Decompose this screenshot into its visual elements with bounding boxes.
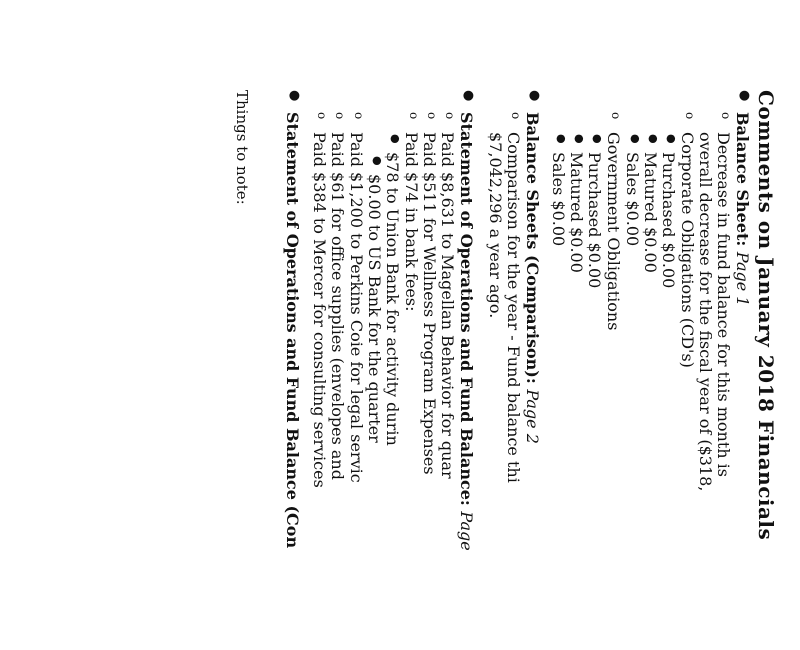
small-bullet-icon: ● <box>647 134 660 144</box>
gov-purchased: Purchased $0.00 <box>585 152 604 289</box>
small-bullet-icon: ● <box>555 134 568 144</box>
paid-office-supplies: Paid $61 for office supplies (envelopes and <box>328 132 347 480</box>
small-bullet-icon: ● <box>371 156 384 166</box>
operations-heading: Statement of Operations and Fund Balance: Page <box>457 112 476 551</box>
gov-sales: Sales $0.00 <box>549 152 568 247</box>
hollow-bullet-icon: o <box>352 112 366 120</box>
decrease-text-cont: overall decrease for the fiscal year of ($318, <box>696 132 715 492</box>
bullet-icon: ● <box>737 90 752 102</box>
corp-matured: Matured $0.00 <box>641 152 660 273</box>
corp-sales: Sales $0.00 <box>623 152 642 247</box>
corporate-obligations: Corporate Obligations (CD's) <box>678 132 697 368</box>
hollow-bullet-icon: o <box>683 112 697 120</box>
hollow-bullet-icon: o <box>315 112 329 120</box>
page-ref: Page 1 <box>733 251 752 307</box>
small-bullet-icon: ● <box>629 134 642 144</box>
bullet-icon: ● <box>527 90 542 102</box>
gov-matured: Matured $0.00 <box>567 152 586 273</box>
comparison-text: Comparison for the year - Fund balance thi <box>504 132 523 483</box>
page-ref: Page 2 <box>523 389 542 444</box>
bullet-icon: ● <box>287 90 302 102</box>
government-obligations: Government Obligations <box>604 132 623 331</box>
hollow-bullet-icon: o <box>333 112 347 120</box>
decrease-text: Decrease in fund balance for this month is <box>714 132 733 477</box>
balance-sheet-heading: Balance Sheet: Page 1 <box>733 112 752 307</box>
hollow-bullet-icon: o <box>407 112 421 120</box>
us-bank-fee: $0.00 to US Bank for the quarter <box>365 174 384 443</box>
small-bullet-icon: ● <box>591 134 604 144</box>
paid-bank-fees: Paid $74 in bank fees: <box>402 132 421 312</box>
hollow-bullet-icon: o <box>609 112 623 120</box>
page-ref: Page <box>457 511 476 551</box>
hollow-bullet-icon: o <box>443 112 457 120</box>
document-title: Comments on January 2018 Financials <box>754 90 778 541</box>
hollow-bullet-icon: o <box>425 112 439 120</box>
small-bullet-icon: ● <box>573 134 586 144</box>
paid-magellan: Paid $8,631 to Magellan Behavior for quar <box>438 132 457 479</box>
paid-wellness: Paid $511 for Wellness Program Expenses <box>420 132 439 475</box>
hollow-bullet-icon: o <box>719 112 733 120</box>
operations-continued-heading: Statement of Operations and Fund Balance (Con <box>283 112 302 549</box>
paid-mercer: Paid $384 to Mercer for consulting services <box>310 132 329 488</box>
hollow-bullet-icon: o <box>509 112 523 120</box>
comparison-heading: Balance Sheets (Comparison): Page 2 <box>523 112 542 444</box>
union-bank-fee: $78 to Union Bank for activity durin <box>383 152 402 446</box>
small-bullet-icon: ● <box>665 134 678 144</box>
things-to-note: Things to note: <box>233 90 251 205</box>
bullet-icon: ● <box>461 90 476 102</box>
corp-purchased: Purchased $0.00 <box>659 152 678 289</box>
paid-perkins: Paid $1,200 to Perkins Coie for legal servic <box>347 132 366 483</box>
small-bullet-icon: ● <box>389 134 402 144</box>
comparison-text-cont: $7,042,296 a year ago. <box>486 132 505 319</box>
